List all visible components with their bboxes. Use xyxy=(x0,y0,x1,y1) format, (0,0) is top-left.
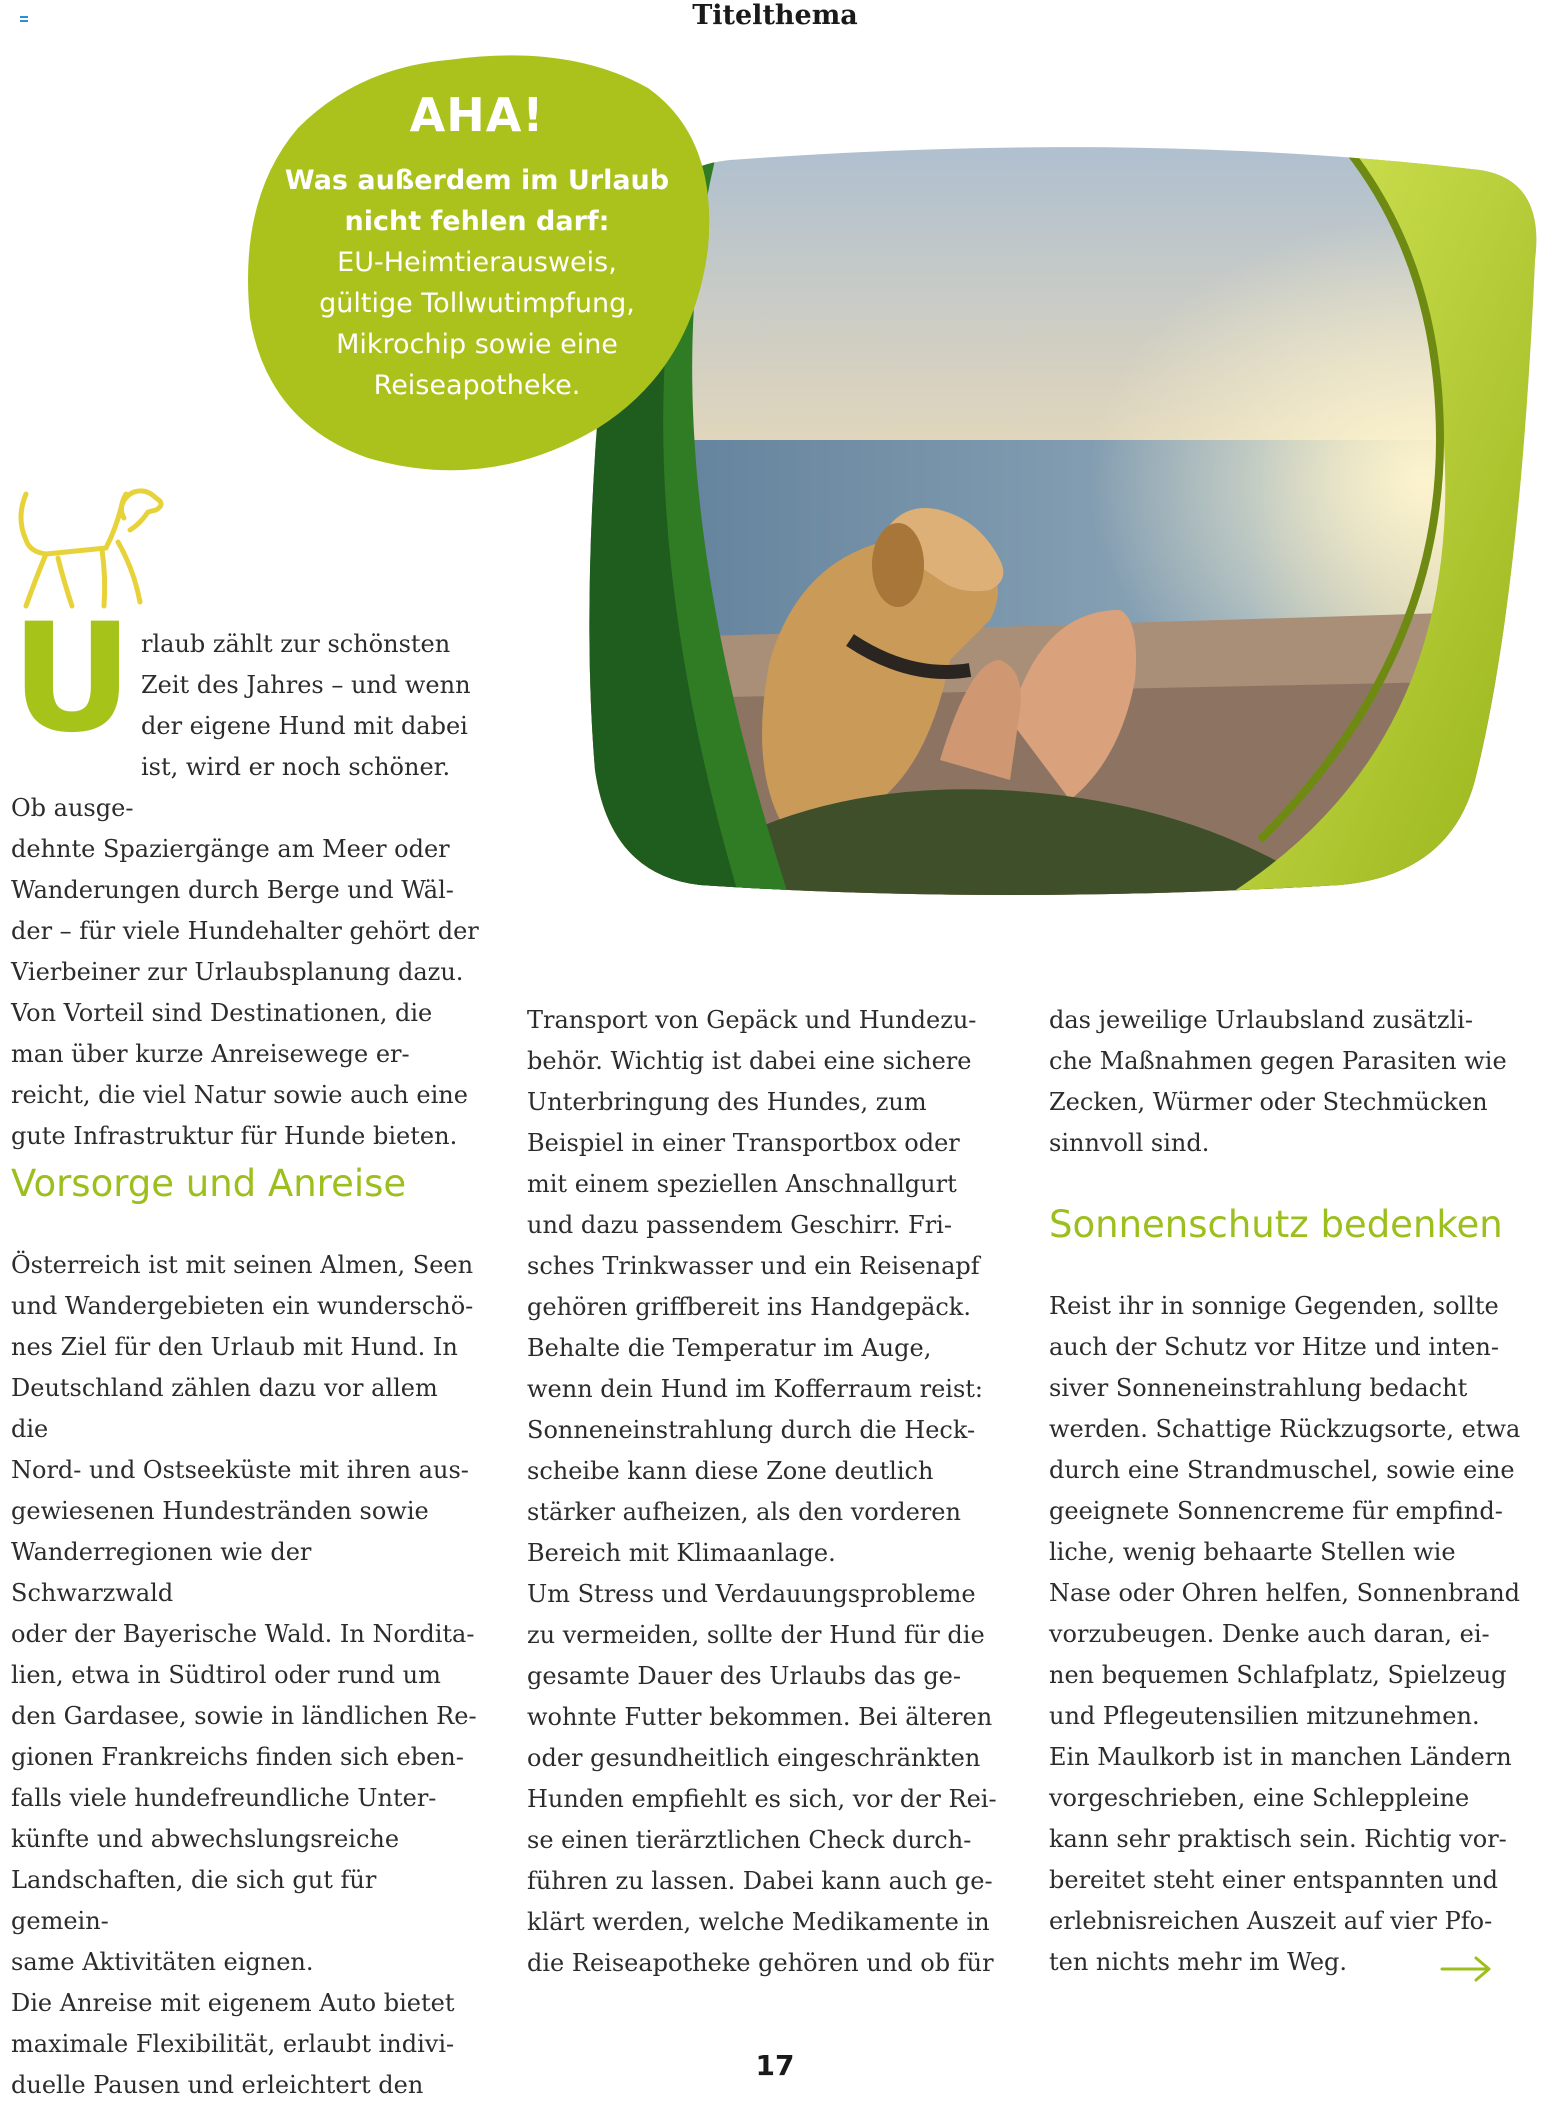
column-3-body xyxy=(1049,1000,1529,1164)
callout-title: AHA! xyxy=(409,88,545,142)
callout xyxy=(252,88,702,406)
drop-cap: U xyxy=(11,592,133,766)
section-vorsorge-text: Österreich ist mit seinen Almen, Seen und Wandergebieten ein wunderschö- nes Ziel für den Urlaub mit Hund. In Deutschland zählen dazu vor allem die Nord- und Ostseeküste mit ihren aus- gewiesenen Hundestränden sowie Wanderregionen wie der Schwarzwald oder der Bayerische Wald. In Nordita- lien, etwa in Südtirol oder rund um den Gardasee, sowie in ländlichen Re- gionen Frankreichs finden sich eben- falls viele hundefreundliche Unter- künfte und abwechslungsreiche Landschaften, die sich gut für gemein- same Aktivitäten eignen. Die Anreise mit eigenem Auto bietet maximale Flexibilität, erlaubt indivi- duelle Pausen und erleichtert den xyxy=(11,1251,477,2099)
column-2-text: Transport von Gepäck und Hundezu- behör. Wichtig ist dabei eine sichere Unterbringung des Hundes, zum Beispiel in einer Transportbox oder mit einem speziellen Anschnallgurt und dazu passendem Geschirr. Fri- sches Trinkwasser und ein Reisenapf gehören griffbereit ins Handgepäck. Behalte die Temperatur im Auge, wenn dein Hund im Kofferraum reist: Sonneneinstrahlung durch die Heck- scheibe kann diese Zone deutlich stärker aufheizen, als den vorderen Bereich mit Klimaanlage. Um Stress und Verdauungsprobleme zu vermeiden, sollte der Hund für die gesamte Dauer des Urlaubs das ge- wohnte Futter bekommen. Bei älteren oder gesundheitlich eingeschränkten Hunden empfiehlt es sich, vor der Rei- se einen tierärztlichen Check durch- führen zu lassen. Dabei kann auch ge- klärt werden, welche Medikamente in die Reiseapotheke gehören und ob für xyxy=(527,1006,997,1977)
section-vorsorge-body xyxy=(11,1245,481,2106)
arrow-right-icon xyxy=(1440,1955,1492,1983)
section-heading-sonnenschutz: Sonnenschutz bedenken xyxy=(1049,1203,1503,1246)
callout-body: EU-Heimtierausweis, gültige Tollwutimpfung, Mikrochip sowie eine Reiseapotheke. xyxy=(319,247,635,401)
intro-text: rlaub zählt zur schönsten Zeit des Jahres – und wenn der eigene Hund mit dabei ist, wird er noch schöner. Ob ausge- dehnte Spaziergänge am Meer oder Wanderungen durch Berge und Wäl- der – für viele Hundehalter gehört der Vierbeiner zur Urlaubsplanung dazu. Von Vorteil sind Destinationen, die man über kurze Anreisewege er- reicht, die viel Natur sowie auch eine gute Infrastruktur für Hunde bieten. xyxy=(11,630,479,1150)
intro-paragraph xyxy=(11,592,481,1157)
dog-tent-beach-photo xyxy=(580,140,1540,900)
section-label: Titelthema xyxy=(692,0,858,31)
callout-heading: Was außerdem im Urlaub nicht fehlen darf: xyxy=(284,165,670,237)
section-heading-vorsorge: Vorsorge und Anreise xyxy=(11,1162,407,1205)
section-sonnenschutz-text: Reist ihr in sonnige Gegenden, sollte auch der Schutz vor Hitze und inten- siver Sonneneinstrahlung bedacht werden. Schattige Rückzugsorte, etwa durch eine Strandmuschel, sowie eine geeignete Sonnencreme für empfind- liche, wenig behaarte Stellen wie Nase oder Ohren helfen, Sonnenbrand vorzubeugen. Denke auch daran, ei- nen bequemen Schlafplatz, Spielzeug und Pflegeutensilien mitzunehmen. Ein Maulkorb ist in manchen Ländern vorgeschrieben, eine Schleppleine kann sehr praktisch sein. Richtig vor- bereitet steht einer entspannten und erlebnisreichen Auszeit auf vier Pfo- ten nichts mehr im Weg. xyxy=(1049,1292,1521,1976)
column-2-body xyxy=(527,1000,1007,1984)
column-3-text: das jeweilige Urlaubsland zusätzli- che Maßnahmen gegen Parasiten wie Zecken, Würmer oder Stechmücken sinnvoll sind. xyxy=(1049,1006,1507,1157)
page-number: 17 xyxy=(755,2049,795,2082)
section-sonnenschutz-body xyxy=(1049,1286,1529,1983)
